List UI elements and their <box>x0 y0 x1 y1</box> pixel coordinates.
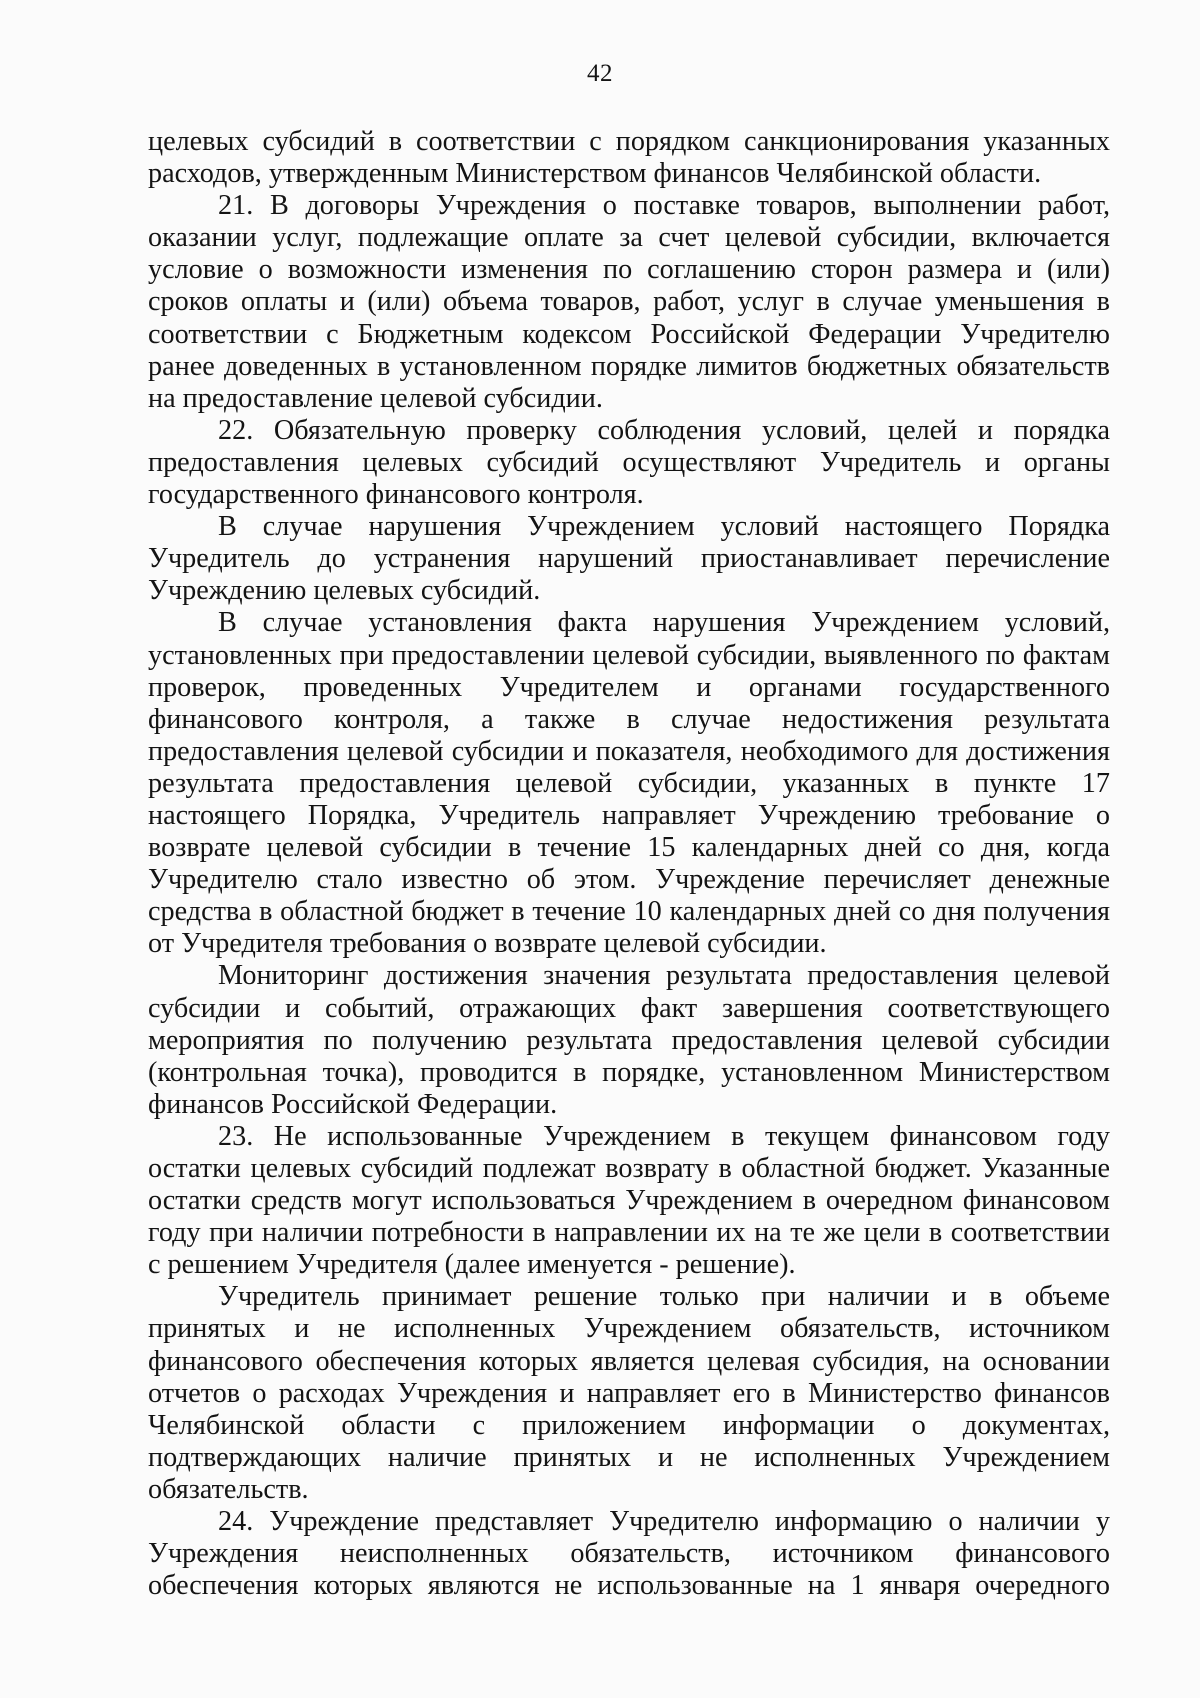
paragraph-founder-decision: Учредитель принимает решение только при наличии и в объеме принятых и не исполненных Учреждением обязательств, источником финансового обеспечения которых является целевая субсидия, на основании отчетов о расходах Учреждения и направляет его в Министерство финансов Челябинской области с приложением информации о документах, подтверждающих наличие принятых и не исполненных Учреждением обязательств. <box>148 1281 1110 1505</box>
paragraph-item-22: 22. Обязательную проверку соблюдения условий, целей и порядка предоставления целевых субсидий осуществляют Учредитель и органы государственного финансового контроля. <box>148 414 1110 511</box>
paragraph-item-24: 24. Учреждение представляет Учредителю информацию о наличии у Учреждения неисполненных обязательств, источником финансового обеспечения которых являются не использованные на 1 января очередного <box>148 1506 1110 1602</box>
paragraph-continuation: целевых субсидий в соответствии с порядком санкционирования указанных расходов, утвержденным Министерством финансов Челябинской области. <box>148 126 1110 190</box>
paragraph-item-21: 21. В договоры Учреждения о поставке товаров, выполнении работ, оказании услуг, подлежащие оплате за счет целевой субсидии, включается условие о возможности изменения по соглашению сторон размера и (или) сроков оплаты и (или) объема товаров, работ, услуг в случае уменьшения в соответствии с Бюджетным кодексом Российской Федерации Учредителю ранее доведенных в установленном порядке лимитов бюджетных обязательств на предоставление целевой субсидии. <box>148 190 1110 414</box>
paragraph-monitoring: Мониторинг достижения значения результата предоставления целевой субсидии и событий, отражающих факт завершения соответствующего мероприятия по получению результата предоставления целевой субсидии (контрольная точка), проводится в порядке, установленном Министерством финансов Российской Федерации. <box>148 960 1110 1120</box>
document-body <box>148 126 1110 1602</box>
paragraph-violation-refund: В случае установления факта нарушения Учреждением условий, установленных при предоставлении целевой субсидии, выявленного по фактам проверок, проведенных Учредителем и органами государственного финансового контроля, а также в случае недостижения результата предоставления целевой субсидии и показателя, необходимого для достижения результата предоставления целевой субсидии, указанных в пункте 17 настоящего Порядка, Учредитель направляет Учреждению требование о возврате целевой субсидии в течение 15 календарных дней со дня, когда Учредителю стало известно об этом. Учреждение перечисляет денежные средства в областной бюджет в течение 10 календарных дней со дня получения от Учредителя требования о возврате целевой субсидии. <box>148 607 1110 960</box>
paragraph-violation-suspension: В случае нарушения Учреждением условий настоящего Порядка Учредитель до устранения нарушений приостанавливает перечисление Учреждению целевых субсидий. <box>148 511 1110 607</box>
page-number: 42 <box>587 60 613 87</box>
paragraph-item-23: 23. Не использованные Учреждением в текущем финансовом году остатки целевых субсидий подлежат возврату в областной бюджет. Указанные остатки средств могут использоваться Учреждением в очередном финансовом году при наличии потребности в направлении их на те же цели в соответствии с решением Учредителя (далее именуется - решение). <box>148 1120 1110 1281</box>
